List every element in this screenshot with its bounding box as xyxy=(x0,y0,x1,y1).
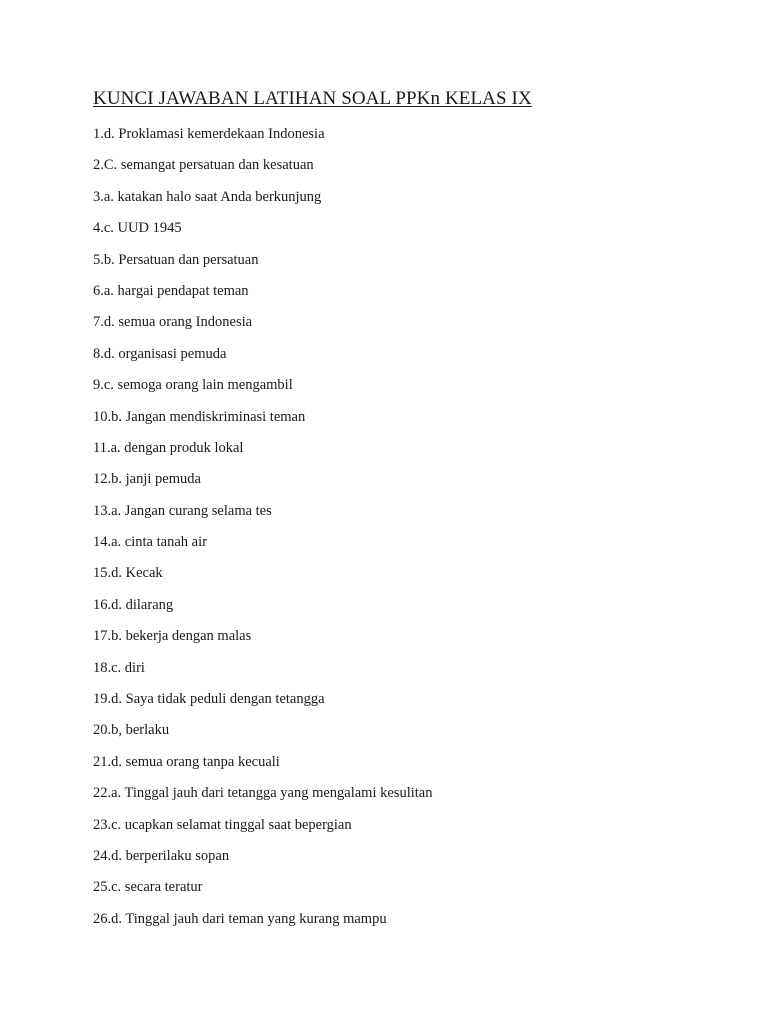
answer-item: 21.d. semua orang tanpa kecuali xyxy=(93,753,280,770)
answer-item: 2.C. semangat persatuan dan kesatuan xyxy=(93,157,314,174)
answer-item: 10.b. Jangan mendiskriminasi teman xyxy=(93,408,306,425)
answer-item: 14.a. cinta tanah air xyxy=(93,534,207,551)
answer-item: 23.c. ucapkan selamat tinggal saat bepergian xyxy=(93,816,352,833)
document-title: KUNCI JAWABAN LATIHAN SOAL PPKn KELAS IX xyxy=(93,88,532,109)
answer-item: 15.d. Kecak xyxy=(93,565,163,582)
answer-item: 7.d. semua orang Indonesia xyxy=(93,314,253,331)
answer-item: 12.b. janji pemuda xyxy=(93,471,201,488)
answer-item: 16.d. dilarang xyxy=(93,596,174,613)
answer-item: 26.d. Tinggal jauh dari teman yang kurang mampu xyxy=(93,910,387,927)
answer-item: 19.d. Saya tidak peduli dengan tetangga xyxy=(93,691,325,708)
answer-item: 24.d. berperilaku sopan xyxy=(93,847,230,864)
answer-item: 13.a. Jangan curang selama tes xyxy=(93,502,272,519)
answer-list xyxy=(93,124,432,940)
answer-item: 6.a. hargai pendapat teman xyxy=(93,282,249,299)
answer-item: 17.b. bekerja dengan malas xyxy=(93,628,252,645)
answer-item: 1.d. Proklamasi kemerdekaan Indonesia xyxy=(93,126,325,142)
answer-item: 18.c. diri xyxy=(93,659,145,676)
answer-item: 3.a. katakan halo saat Anda berkunjung xyxy=(93,188,322,205)
answer-item: 5.b. Persatuan dan persatuan xyxy=(93,251,259,268)
answer-item: 9.c. semoga orang lain mengambil xyxy=(93,377,293,394)
answer-item: 11.a. dengan produk lokal xyxy=(93,439,244,456)
answer-item: 20.b, berlaku xyxy=(93,722,170,739)
answer-item: 4.c. UUD 1945 xyxy=(93,220,182,237)
answer-item: 25.c. secara teratur xyxy=(93,879,203,896)
answer-item: 8.d. organisasi pemuda xyxy=(93,345,227,362)
answer-item: 22.a. Tinggal jauh dari tetangga yang mengalami kesulitan xyxy=(93,785,433,802)
